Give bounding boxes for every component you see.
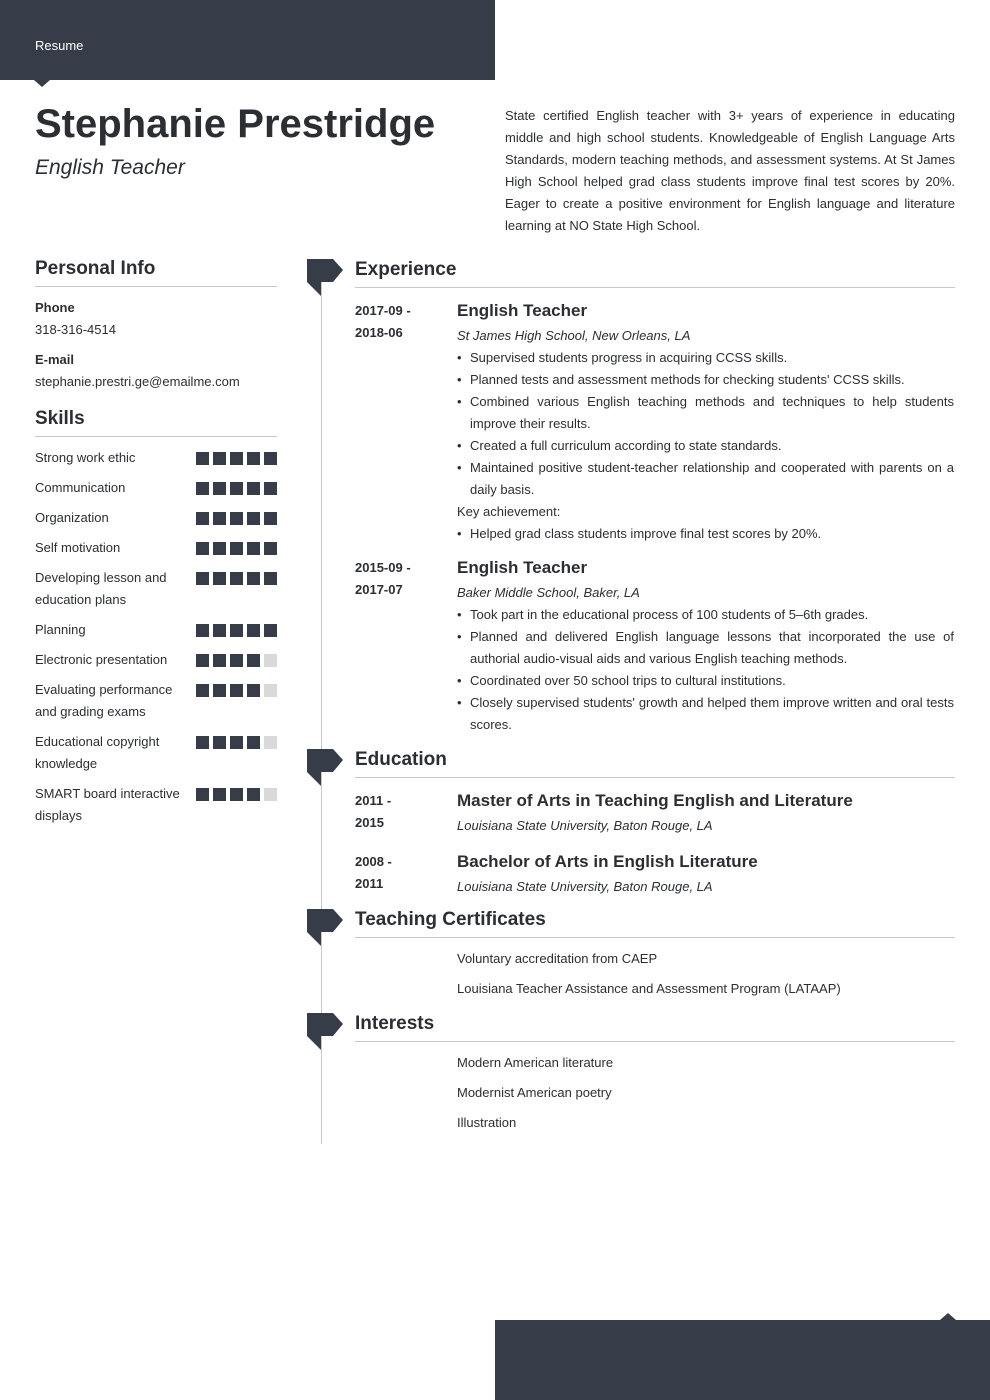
skill-name: SMART board interactive displays	[35, 786, 180, 823]
date-start: 2008 -	[355, 854, 392, 869]
skill-row	[35, 731, 277, 775]
phone-value: 318-316-4514	[35, 322, 116, 337]
skill-row	[35, 783, 277, 827]
education-flag-icon	[307, 749, 344, 786]
skill-level-filled-square	[264, 624, 277, 637]
phone-label: Phone	[35, 300, 75, 315]
header-notch	[34, 80, 50, 87]
skill-name: Evaluating performance and grading exams	[35, 682, 173, 719]
education-section	[355, 749, 955, 898]
interest-item: Modern American literature	[457, 1055, 614, 1070]
skill-level-empty-square	[264, 654, 277, 667]
skill-level-filled-square	[213, 788, 226, 801]
skill-level-meter	[196, 654, 277, 667]
skill-level-filled-square	[213, 654, 226, 667]
entry-bullets	[457, 604, 954, 736]
skill-level-filled-square	[230, 624, 243, 637]
skill-level-filled-square	[213, 482, 226, 495]
certificates-section	[355, 909, 955, 1004]
skill-level-meter	[196, 512, 277, 525]
degree-title: Bachelor of Arts in English Literature	[457, 852, 758, 871]
bullet-item: • Planned and delivered English language lessons that incorporated the use of authorial audio-visual aids and various English teaching methods.	[457, 626, 954, 670]
entry-bullets	[457, 347, 954, 501]
bullet-item: • Closely supervised students' growth and helped them improve written and oral tests scores.	[457, 692, 954, 736]
skill-row	[35, 477, 277, 499]
skill-level-filled-square	[247, 624, 260, 637]
skill-name: Organization	[35, 510, 109, 525]
skill-name: Communication	[35, 480, 126, 495]
experience-heading: Experience	[355, 259, 955, 288]
left-column	[35, 258, 277, 827]
profile-summary: State certified English teacher with 3+ years of experience in educating middle and high school students. Knowledgeable of English Language Arts Standards, modern teaching methods, and assessment systems. At St James High School helped grad class students improve final test scores by 20%. Eager to create a positive environment for English language and literature learning at NO State High School.	[505, 108, 955, 233]
skill-level-filled-square	[196, 788, 209, 801]
skill-level-filled-square	[230, 452, 243, 465]
experience-entry	[355, 557, 955, 736]
degree-title: Master of Arts in Teaching English and Literature	[457, 791, 853, 810]
skill-level-filled-square	[196, 684, 209, 697]
skill-level-filled-square	[213, 452, 226, 465]
skill-level-filled-square	[230, 542, 243, 555]
date-end: 2015	[355, 815, 384, 830]
skill-level-filled-square	[247, 452, 260, 465]
skill-level-filled-square	[196, 736, 209, 749]
skill-level-filled-square	[196, 512, 209, 525]
skill-level-filled-square	[196, 654, 209, 667]
skill-level-filled-square	[264, 542, 277, 555]
skill-level-meter	[196, 542, 277, 555]
skill-level-filled-square	[230, 654, 243, 667]
skill-level-filled-square	[213, 512, 226, 525]
skill-level-filled-square	[247, 482, 260, 495]
interests-heading: Interests	[355, 1013, 955, 1042]
interest-item: Illustration	[457, 1115, 517, 1130]
date-end: 2017-07	[355, 582, 403, 597]
skill-level-meter	[196, 572, 277, 585]
entry-title: English Teacher	[457, 558, 588, 577]
footer-banner	[495, 1320, 990, 1400]
entry-title: English Teacher	[457, 301, 588, 320]
certificates-flag-icon	[307, 909, 344, 946]
skill-level-filled-square	[247, 654, 260, 667]
skill-level-filled-square	[230, 788, 243, 801]
bullet-item: • Helped grad class students improve final test scores by 20%.	[457, 523, 954, 545]
skill-level-meter	[196, 684, 277, 697]
skill-level-filled-square	[196, 542, 209, 555]
entry-organization: St James High School, New Orleans, LA	[457, 328, 691, 343]
skill-row	[35, 447, 277, 469]
skill-row	[35, 649, 277, 671]
skill-level-empty-square	[264, 736, 277, 749]
date-start: 2017-09 -	[355, 303, 411, 318]
skill-level-filled-square	[196, 624, 209, 637]
skill-level-filled-square	[247, 684, 260, 697]
skill-level-filled-square	[213, 736, 226, 749]
skill-row	[35, 679, 277, 723]
skill-row	[35, 567, 277, 611]
skill-level-filled-square	[230, 572, 243, 585]
bullet-item: • Created a full curriculum according to state standards.	[457, 435, 954, 457]
skills-list	[35, 447, 277, 827]
bullet-item: • Coordinated over 50 school trips to cultural institutions.	[457, 670, 954, 692]
skill-level-filled-square	[196, 572, 209, 585]
bullet-item: • Supervised students progress in acquiring CCSS skills.	[457, 347, 954, 369]
skill-level-filled-square	[230, 736, 243, 749]
skill-row	[35, 537, 277, 559]
entry-date	[355, 851, 457, 898]
footer-notch	[940, 1313, 956, 1320]
experience-flag-icon	[307, 259, 344, 296]
skill-level-filled-square	[230, 482, 243, 495]
certificate-item: Voluntary accreditation from CAEP	[457, 951, 658, 966]
skill-name: Developing lesson and education plans	[35, 570, 167, 607]
skill-level-meter	[196, 482, 277, 495]
skill-level-filled-square	[230, 512, 243, 525]
skill-level-filled-square	[196, 482, 209, 495]
skill-level-meter	[196, 452, 277, 465]
skill-name: Strong work ethic	[35, 450, 136, 465]
skill-level-filled-square	[247, 736, 260, 749]
skill-name: Self motivation	[35, 540, 121, 555]
candidate-name: Stephanie Prestridge	[35, 102, 436, 146]
email-label: E-mail	[35, 352, 75, 367]
certificate-item: Louisiana Teacher Assistance and Assessment Program (LATAAP)	[457, 981, 841, 996]
personal-info-heading: Personal Info	[35, 258, 277, 287]
skill-level-filled-square	[247, 572, 260, 585]
entry-date	[355, 790, 457, 837]
achievement-bullets	[457, 523, 954, 545]
education-entry	[355, 790, 955, 837]
date-end: 2011	[355, 876, 384, 891]
entry-organization: Baker Middle School, Baker, LA	[457, 585, 640, 600]
bullet-item: • Took part in the educational process of 100 students of 5–6th grades.	[457, 604, 954, 626]
entry-date	[355, 300, 457, 545]
skill-level-filled-square	[213, 542, 226, 555]
skill-level-filled-square	[213, 624, 226, 637]
skills-heading: Skills	[35, 408, 277, 437]
certificates-heading: Teaching Certificates	[355, 909, 955, 938]
date-start: 2011 -	[355, 793, 392, 808]
experience-section	[355, 259, 955, 736]
bullet-item: • Planned tests and assessment methods for checking students' CCSS skills.	[457, 369, 954, 391]
institution: Louisiana State University, Baton Rouge, LA	[457, 818, 713, 833]
interests-flag-icon	[307, 1013, 344, 1050]
skill-level-filled-square	[264, 452, 277, 465]
skill-level-filled-square	[213, 684, 226, 697]
skill-level-filled-square	[196, 452, 209, 465]
skill-level-filled-square	[213, 572, 226, 585]
education-heading: Education	[355, 749, 955, 778]
skill-name: Educational copyright knowledge	[35, 734, 160, 771]
skill-row	[35, 619, 277, 641]
institution: Louisiana State University, Baton Rouge, LA	[457, 879, 713, 894]
skill-level-filled-square	[247, 542, 260, 555]
job-title: English Teacher	[35, 156, 185, 179]
date-start: 2015-09 -	[355, 560, 411, 575]
interest-item: Modernist American poetry	[457, 1085, 612, 1100]
bullet-item: • Combined various English teaching methods and techniques to help students improve their results.	[457, 391, 954, 435]
email-value: stephanie.prestri.ge@emailme.com	[35, 374, 240, 389]
skill-row	[35, 507, 277, 529]
education-entry	[355, 851, 955, 898]
header-label: Resume	[35, 38, 84, 53]
skill-level-empty-square	[264, 684, 277, 697]
entry-date	[355, 557, 457, 736]
skill-name: Planning	[35, 622, 86, 637]
skill-level-filled-square	[247, 788, 260, 801]
skill-name: Electronic presentation	[35, 652, 168, 667]
key-achievement-label: Key achievement:	[457, 504, 561, 519]
bullet-item: • Maintained positive student-teacher relationship and cooperated with parents on a daily basis.	[457, 457, 954, 501]
skill-level-filled-square	[247, 512, 260, 525]
skill-level-meter	[196, 788, 277, 801]
skill-level-empty-square	[264, 788, 277, 801]
skill-level-filled-square	[264, 482, 277, 495]
skill-level-meter	[196, 624, 277, 637]
date-end: 2018-06	[355, 325, 403, 340]
skill-level-meter	[196, 736, 277, 749]
skill-level-filled-square	[230, 684, 243, 697]
interests-section	[355, 1013, 955, 1138]
experience-entry	[355, 300, 955, 545]
header-banner	[0, 0, 495, 80]
skill-level-filled-square	[264, 512, 277, 525]
skill-level-filled-square	[264, 572, 277, 585]
